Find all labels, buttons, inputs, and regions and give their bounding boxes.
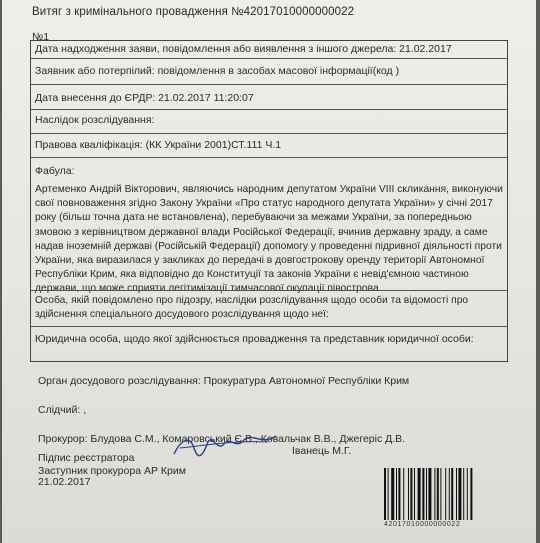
investigator: Слідчий: , [38, 404, 87, 416]
barcode-bar [434, 468, 435, 520]
barcode-bar [440, 468, 441, 520]
suspect-line: здійснення спеціального досудового розслідування щодо неї: [35, 309, 329, 321]
registrar-signature-label: Підпис реєстратора [38, 452, 135, 464]
date-received: Дата надходження заяви, повідомлення або виявлення з іншого джерела: 21.02.2017 [35, 43, 452, 55]
barcode-bar [418, 468, 421, 520]
barcode-bar [445, 468, 446, 520]
barcode-bar [396, 468, 397, 520]
barcode-bar [470, 468, 472, 520]
fabula-line: держави, що може сприяти легітимізації тимчасової окупації півострова. [35, 283, 382, 295]
registrar-name: Іванець М.Г. [292, 445, 352, 457]
barcode-bar [449, 468, 450, 520]
barcode-bar [463, 468, 464, 520]
barcode-bar [403, 468, 404, 520]
barcode-bar [428, 468, 431, 520]
barcode-bar [437, 468, 439, 520]
fabula-label: Фабула: [35, 165, 75, 177]
signature-date: 21.02.2017 [38, 476, 91, 488]
investigation-authority: Орган досудового розслідування: Прокуратура Автономної Республіки Крим [38, 375, 410, 387]
fabula-line: року (більш точна дата не встановлена), перебуваючи за межами України, за попередньою [35, 212, 472, 224]
divider [31, 326, 507, 327]
barcode-number: 42017010000000022 [384, 521, 461, 528]
barcode-bar [388, 468, 389, 520]
signature-scribble [172, 428, 282, 462]
barcode-bar [467, 468, 468, 520]
deputy-prosecutor: Заступник прокурора АР Крим [38, 465, 186, 477]
applicant: Заявник або потерпілий: повідомлення в засобах масової інформації(код ) [35, 65, 400, 77]
barcode-bar [458, 468, 461, 520]
divider [31, 157, 507, 158]
suspect-line: Особа, якій повідомлено про підозру, наслідки розслідування щодо особи та відомості про [35, 295, 469, 306]
barcode-bar [408, 468, 409, 520]
date-entered: Дата внесення до ЄРДР: 21.02.2017 11:20:07 [35, 92, 254, 104]
barcode [382, 468, 502, 520]
document-page [2, 0, 536, 543]
fabula-line: Республіки Крим, яка відповідно до Конституції та законів України є невід'ємною частиною [35, 269, 469, 281]
record-box [30, 40, 508, 362]
barcode-bar [384, 468, 386, 520]
legal-entity: Юридична особа, щодо якої здійснюється провадження та представник юридичної особи: [35, 333, 474, 345]
divider [31, 109, 507, 110]
barcode-bar [451, 468, 453, 520]
investigation-result: Наслідок розслідування: [35, 114, 155, 126]
divider [31, 133, 507, 134]
barcode-bar [398, 468, 400, 520]
legal-qualification: Правова кваліфікація: (КК України 2001)СТ.111 Ч.1 [35, 139, 282, 151]
barcode-bar [391, 468, 394, 520]
barcode-bar [426, 468, 427, 520]
fabula-line: надав іноземній державі (Російській Федерації) допомогу у проведенні підривної діяльності проти [35, 240, 502, 252]
record-number: №1 [32, 31, 50, 43]
prosecutors: Прокурор: Блудова С.М., Комаровський Є.В., Ковальчак В.В., Джегеріс Д.В. [38, 433, 406, 445]
divider [31, 290, 507, 291]
barcode-bar [422, 468, 424, 520]
divider [31, 58, 507, 59]
divider [31, 84, 507, 85]
suspect-info [35, 294, 468, 322]
fabula-line: Артеменко Андрій Вікторович, являючись народним депутатом України VIII скликання, виконуючи [35, 184, 503, 195]
fabula-line: свої повноваження згідно Закону України «Про статус народного депутата України» у січні 2017 [35, 198, 493, 210]
document-title: Витяг з кримінального провадження №42017010000000022 [32, 6, 355, 18]
fabula-line: змовою з керівництвом державної влади Російської Федерації, вчинив державну зраду, а саме [35, 226, 488, 238]
fabula-line: України, яка виразилася у закликах до передачі в довгострокову оренду території Автономної [35, 255, 485, 267]
barcode-bar [456, 468, 457, 520]
barcode-bar [414, 468, 415, 520]
barcode-bar [410, 468, 412, 520]
fabula-text [35, 183, 501, 297]
